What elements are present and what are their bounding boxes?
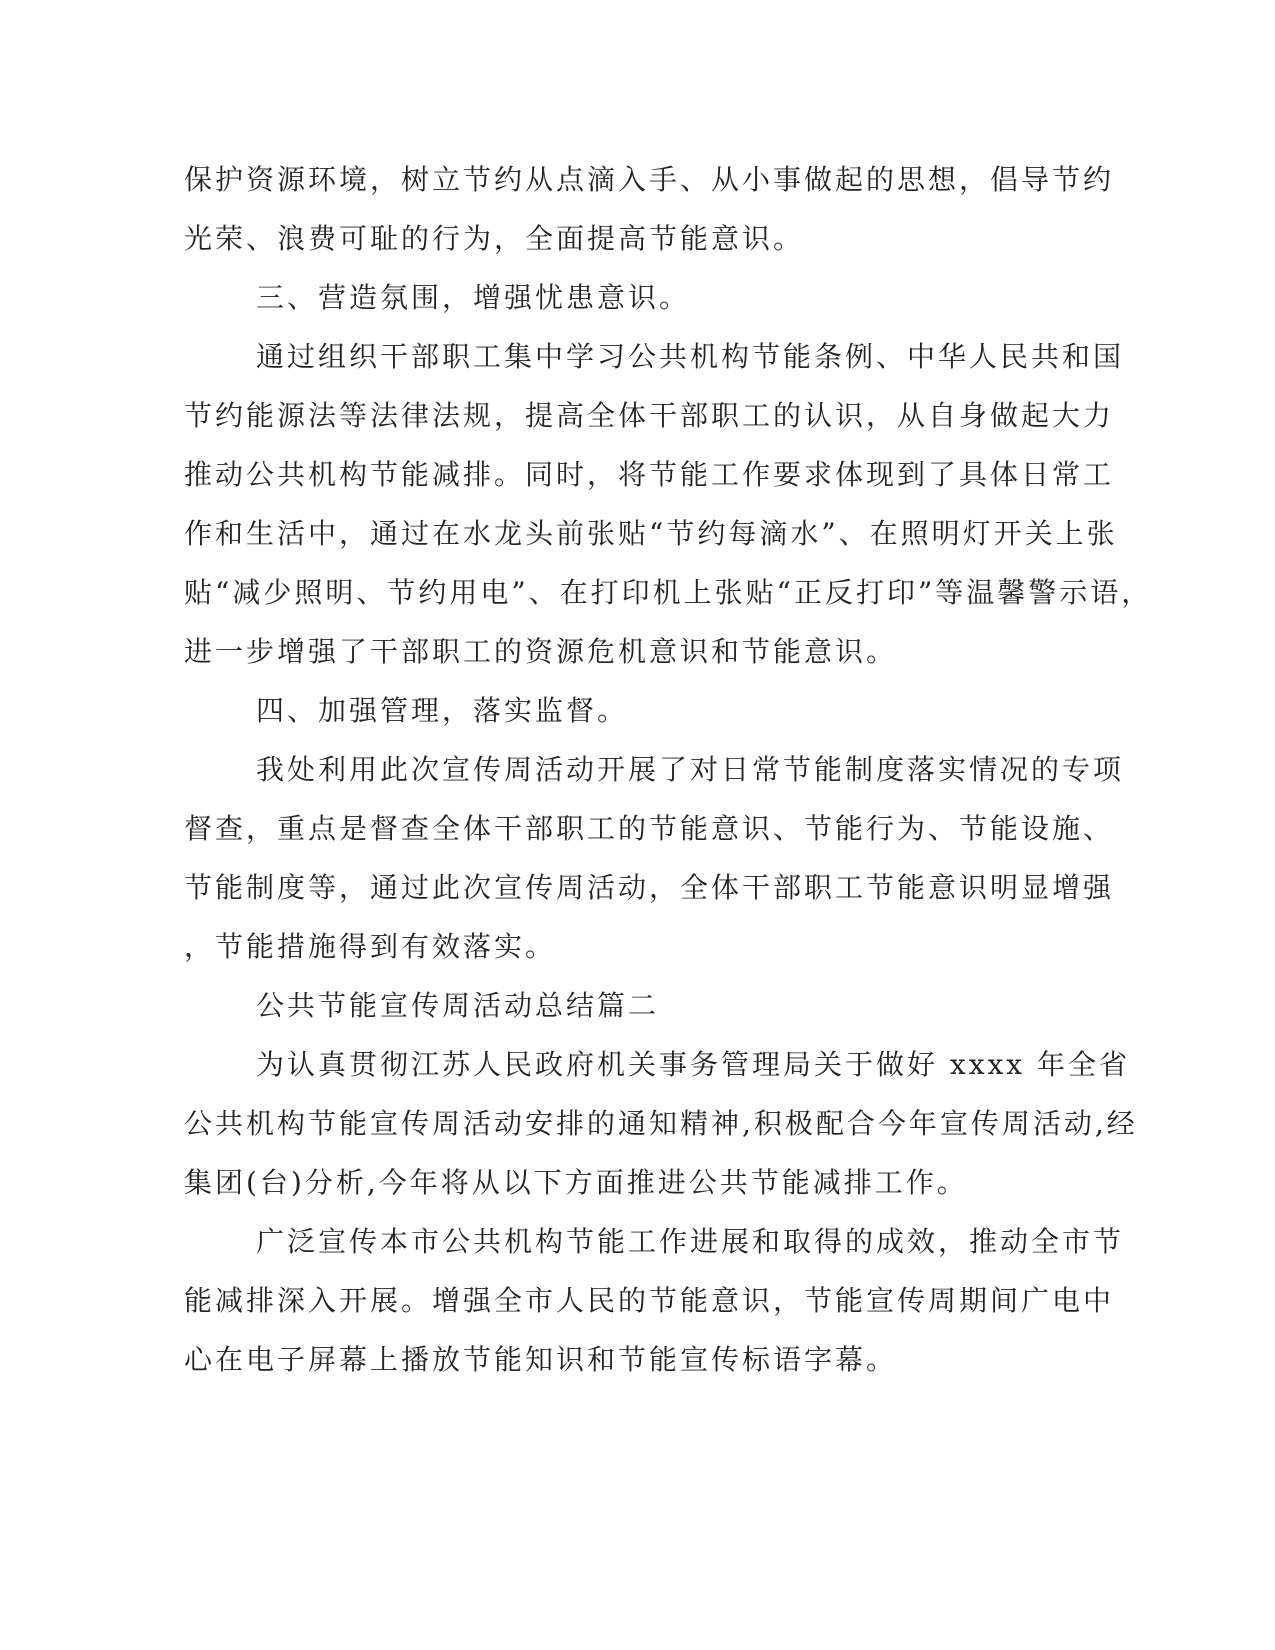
paragraph (184, 150, 1115, 268)
paragraph (184, 740, 1125, 976)
text-line: 作和生活中，通过在水龙头前张贴“节约每滴水”、在照明灯开关上张 (184, 517, 1118, 550)
text-line: 心在电子屏幕上播放节能知识和节能宣传标语字幕。 (184, 1343, 898, 1376)
text-line: 集团(台)分析,今年将从以下方面推进公共节能减排工作。 (184, 1166, 968, 1199)
text-line: 贴“减少照明、节约用电”、在打印机上张贴“正反打印”等温馨警示语， (184, 576, 1153, 609)
text-line: 通过组织干部职工集中学习公共机构节能条例、中华人民共和国 (256, 340, 1125, 373)
text-line: 光荣、浪费可耻的行为，全面提高节能意识。 (184, 222, 805, 255)
paragraph (184, 327, 1153, 681)
text-line: 广泛宣传本市公共机构节能工作进展和取得的成效，推动全市节 (256, 1225, 1125, 1258)
text-line: 我处利用此次宣传周活动开展了对日常节能制度落实情况的专项 (256, 753, 1125, 786)
text-line: 保护资源环境，树立节约从点滴入手、从小事做起的思想，倡导节约 (184, 163, 1115, 196)
paragraph (184, 268, 1044, 327)
text-line: 公共机构节能宣传周活动安排的通知精神,积极配合今年宣传周活动,经 (184, 1107, 1138, 1140)
text-line: 进一步增强了干部职工的资源危机意识和节能意识。 (184, 635, 898, 668)
paragraph (184, 1212, 1125, 1389)
text-line: 节能制度等，通过此次宣传周活动，全体干部职工节能意识明显增强 (184, 871, 1115, 904)
document-body (184, 150, 1153, 1389)
paragraph (184, 1035, 1138, 1212)
text-line: 四、加强管理，落实监督。 (256, 694, 629, 727)
text-line: 节约能源法等法律法规，提高全体干部职工的认识，从自身做起大力 (184, 399, 1115, 432)
text-line: 督查，重点是督查全体干部职工的节能意识、节能行为、节能设施、 (184, 812, 1115, 845)
text-line: 为认真贯彻江苏人民政府机关事务管理局关于做好 xxxx 年全省 (256, 1048, 1130, 1081)
text-line: 推动公共机构节能减排。同时，将节能工作要求体现到了具体日常工 (184, 458, 1115, 491)
paragraph (184, 681, 1044, 740)
text-line: 公共节能宣传周活动总结篇二 (256, 989, 660, 1022)
paragraph (184, 976, 1044, 1035)
text-line: ，节能措施得到有效落实。 (184, 930, 557, 963)
text-line: 三、营造氛围，增强忧患意识。 (256, 281, 691, 314)
text-line: 能减排深入开展。增强全市人民的节能意识，节能宣传周期间广电中 (184, 1284, 1115, 1317)
